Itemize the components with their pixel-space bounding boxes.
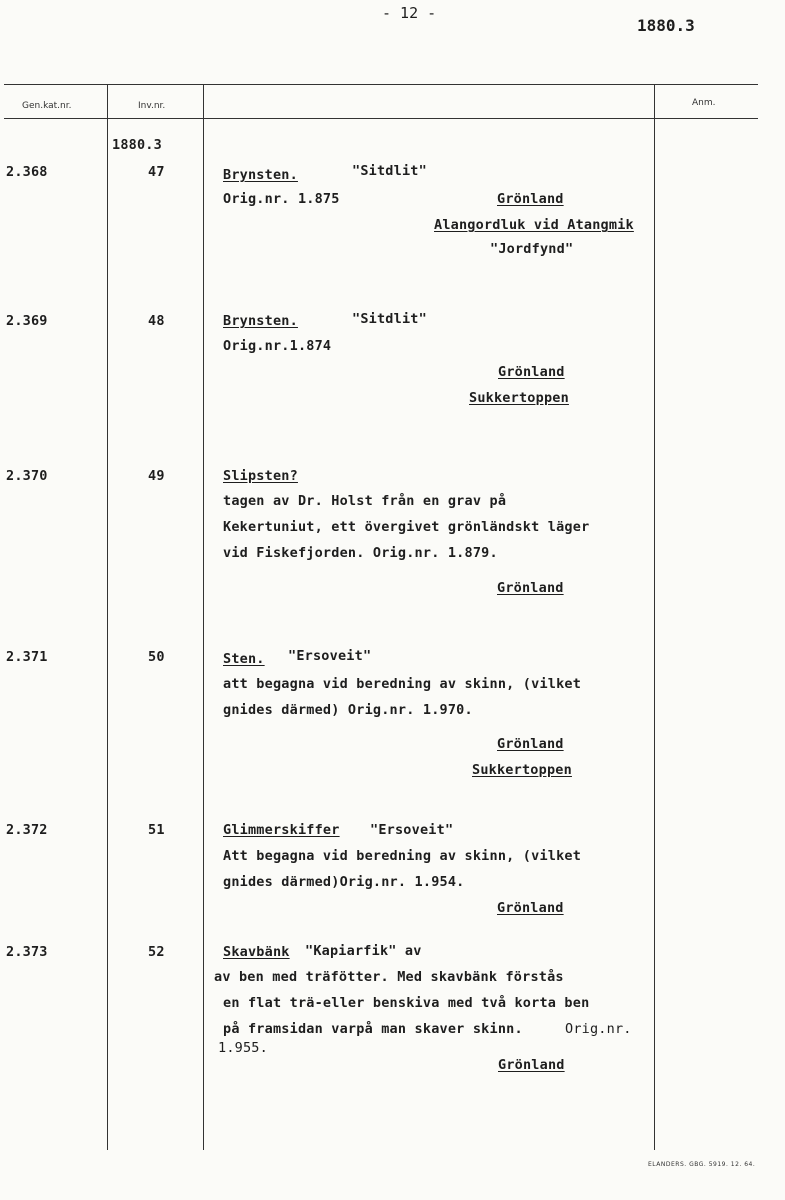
inv-nr: 51	[148, 822, 165, 838]
entry-alt-name: "Sitdlit"	[352, 311, 427, 327]
entry-text-line: vid Fiskefjorden. Orig.nr. 1.879.	[223, 545, 498, 561]
entry-alt-name: "Kapiarfik" av	[305, 943, 422, 959]
entry-text-line: av ben med träfötter. Med skavbänk förstås	[214, 969, 564, 985]
entry-location: Grönland	[497, 736, 564, 752]
inv-nr: 50	[148, 649, 165, 665]
entry-text-line: på framsidan varpå man skaver skinn.	[223, 1021, 523, 1037]
entry-text-line: gnides därmed) Orig.nr. 1.970.	[223, 702, 473, 718]
entry-orig-nr-label: Orig.nr.	[565, 1021, 632, 1037]
entry-location: Grönland	[497, 191, 564, 207]
gen-kat-nr: 2.369	[6, 313, 48, 329]
inv-nr: 52	[148, 944, 165, 960]
entry-location: Grönland	[497, 580, 564, 596]
entry-location: Grönland	[498, 1057, 565, 1073]
page-number: - 12 -	[382, 4, 437, 22]
gen-kat-nr: 2.368	[6, 164, 48, 180]
entry-alt-name: "Ersoveit"	[370, 822, 454, 838]
year-code-header: 1880.3	[637, 16, 695, 35]
entry-text-line: Orig.nr.1.874	[223, 338, 332, 354]
column-divider-gen-inv	[107, 84, 108, 1150]
entry-title: Slipsten?	[223, 468, 298, 484]
entry-text-line: Orig.nr. 1.875	[223, 191, 340, 207]
entry-find-note: "Jordfynd"	[490, 241, 574, 257]
printer-imprint: ELANDERS. GBG. 5919. 12. 64.	[648, 1161, 756, 1168]
gen-kat-nr: 2.372	[6, 822, 48, 838]
entry-sublocation: Sukkertoppen	[472, 762, 572, 778]
column-divider-desc-anm	[654, 84, 655, 1150]
entry-title: Brynsten.	[223, 313, 298, 329]
entry-sublocation: Alangordluk vid Atangmik	[434, 217, 634, 233]
column-divider-inv-desc	[203, 84, 204, 1150]
entry-text-line: Att begagna vid beredning av skinn, (vilket	[223, 848, 582, 864]
header-top-rule	[4, 84, 758, 85]
entry-text-line: tagen av Dr. Holst från en grav på	[223, 493, 507, 509]
gen-kat-nr: 2.371	[6, 649, 48, 665]
entry-text-line: gnides därmed)Orig.nr. 1.954.	[223, 874, 465, 890]
column-header-gen-kat-nr: Gen.kat.nr.	[22, 101, 72, 111]
entry-location: Grönland	[498, 364, 565, 380]
entry-text-line: att begagna vid beredning av skinn, (vilket	[223, 676, 582, 692]
entry-sublocation: Sukkertoppen	[469, 390, 569, 406]
entry-text-line: Kekertuniut, ett övergivet grönländskt läger	[223, 519, 590, 535]
entry-title: Glimmerskiffer	[223, 822, 340, 838]
entry-title: Sten.	[223, 651, 265, 667]
entry-alt-name: "Sitdlit"	[352, 163, 427, 179]
entry-title: Brynsten.	[223, 167, 298, 183]
entry-alt-name: "Ersoveit"	[288, 648, 372, 664]
inv-nr: 49	[148, 468, 165, 484]
entry-orig-nr-value: 1.955.	[218, 1040, 268, 1056]
inv-nr: 48	[148, 313, 165, 329]
column-header-inv-nr: Inv.nr.	[138, 101, 166, 111]
entry-location: Grönland	[497, 900, 564, 916]
inv-nr: 47	[148, 164, 165, 180]
gen-kat-nr: 2.373	[6, 944, 48, 960]
entry-title: Skavbänk	[223, 944, 290, 960]
gen-kat-nr: 2.370	[6, 468, 48, 484]
group-year: 1880.3	[112, 137, 162, 153]
column-header-anm: Anm.	[692, 98, 716, 108]
entry-text-line: en flat trä-eller benskiva med två korta ben	[223, 995, 590, 1011]
header-bottom-rule	[4, 118, 758, 119]
